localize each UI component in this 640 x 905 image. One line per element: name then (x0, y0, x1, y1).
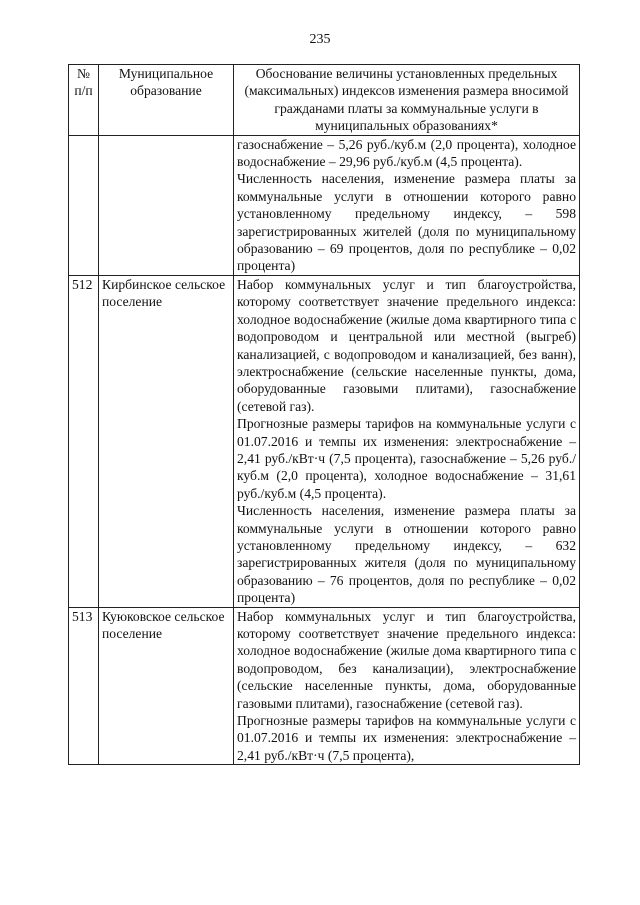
row-municipality: Куюковское сельское поселение (99, 607, 234, 765)
table-row (69, 275, 580, 607)
row-basis (234, 135, 580, 275)
header-basis: Обоснование величины установленных предельных (максимальных) индексов изменения размера вносимой гражданами платы за коммунальные услуги в муниципальных образованиях* (234, 65, 580, 136)
table-row (69, 135, 580, 275)
basis-paragraph: Численность населения, изменение размера платы за коммунальные услуги в отношении которого равно установленному предельному индексу, – 598 зарегистрированных жителей (доля по муниципальному образованию – 69 процентов, доля по республике – 0,02 процента) (237, 171, 576, 274)
row-number: 512 (69, 275, 99, 607)
basis-paragraph: Прогнозные размеры тарифов на коммунальные услуги с 01.07.2016 и темпы их изменения: электроснабжение – 2,41 руб./кВт·ч (7,5 процента), газоснабжение – 5,26 руб./куб.м (2,0 процента), холодное водоснабжение – 31,61 руб./куб.м (4,5 процента). (237, 416, 576, 501)
row-municipality (99, 135, 234, 275)
tariff-table (68, 64, 580, 765)
header-number: № п/п (69, 65, 99, 136)
table-header-row (69, 65, 580, 136)
basis-paragraph: Набор коммунальных услуг и тип благоустройства, которому соответствует значение предельного индекса: холодное водоснабжение (жилые дома квартирного типа с водопроводом, без канализации), электроснабжение (сельские населенные пункты, дома, оборудованные газовыми плитами), газоснабжение (сетевой газ). (237, 608, 576, 711)
basis-paragraph: газоснабжение – 5,26 руб./куб.м (2,0 процента), холодное водоснабжение – 29,96 руб./куб.м (4,5 процента). (237, 136, 576, 170)
row-basis (234, 275, 580, 607)
table-row (69, 607, 580, 765)
row-municipality: Кирбинское сельское поселение (99, 275, 234, 607)
header-municipality: Муниципальное образование (99, 65, 234, 136)
row-number: 513 (69, 607, 99, 765)
row-basis (234, 607, 580, 765)
basis-paragraph: Набор коммунальных услуг и тип благоустройства, которому соответствует значение предельного индекса: холодное водоснабжение (жилые дома квартирного типа с водопроводом и центральной или местной (выгреб) канализацией, с водопроводом и канализацией, без ванн), электроснабжение (сельские населенные пункты, дома, оборудованные газовыми плитами), газоснабжение (сетевой газ). (237, 276, 576, 414)
page-number: 235 (309, 32, 331, 47)
basis-paragraph: Прогнозные размеры тарифов на коммунальные услуги с 01.07.2016 и темпы их изменения: электроснабжение – 2,41 руб./кВт·ч (7,5 процента), (237, 713, 576, 763)
row-number (69, 135, 99, 275)
basis-paragraph: Численность населения, изменение размера платы за коммунальные услуги в отношении которого равно установленному предельному индексу, – 632 зарегистрированных жителя (доля по муниципальному образованию – 76 процентов, доля по республике – 0,02 процента) (237, 503, 576, 606)
